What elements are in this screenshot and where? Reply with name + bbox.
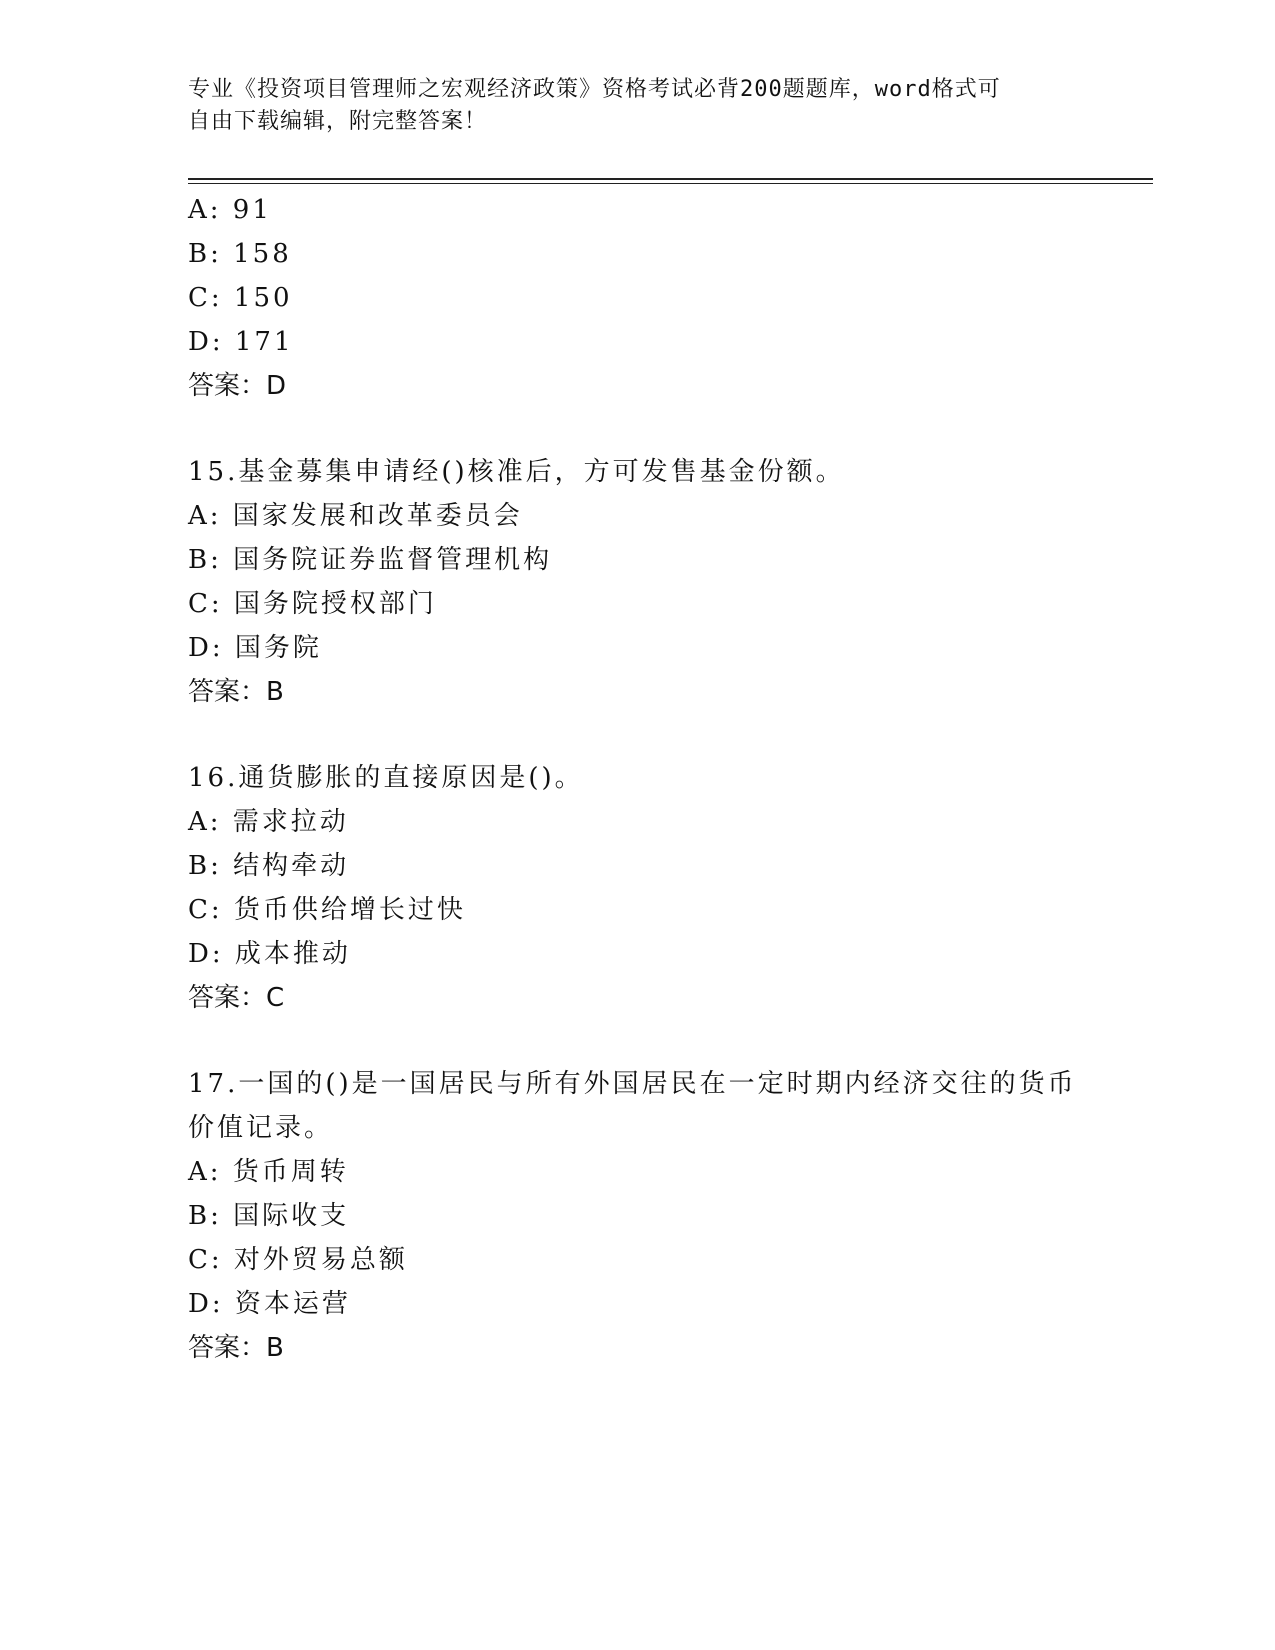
question-stem: 16.通货膨胀的直接原因是()。	[188, 763, 584, 793]
option-c: C: 对外贸易总额	[188, 1245, 408, 1275]
question-stem-line-2: 价值记录。	[188, 1113, 334, 1143]
header-divider-thin	[188, 183, 1153, 184]
option-d: D: 资本运营	[188, 1289, 351, 1319]
option-d: D: 171	[188, 327, 294, 357]
option-b: B: 结构牵动	[188, 851, 350, 881]
header-line-2: 自由下载编辑，附完整答案！	[188, 109, 488, 134]
question-stem: 15.基金募集申请经()核准后，方可发售基金份额。	[188, 457, 845, 487]
answer: 答案：B	[188, 1333, 284, 1363]
option-d: D: 成本推动	[188, 939, 351, 969]
option-c: C: 150	[188, 283, 293, 313]
header-line-1: 专业《投资项目管理师之宏观经济政策》资格考试必背200题题库，word格式可	[188, 77, 1001, 102]
option-c: C: 国务院授权部门	[188, 589, 437, 619]
option-b: B: 国务院证券监督管理机构	[188, 545, 553, 575]
option-d: D: 国务院	[188, 633, 322, 663]
option-a: A: 91	[188, 195, 272, 225]
option-a: A: 货币周转	[188, 1157, 349, 1187]
header-divider-thick	[188, 178, 1153, 180]
option-b: B: 国际收支	[188, 1201, 350, 1231]
option-c: C: 货币供给增长过快	[188, 895, 466, 925]
answer: 答案：C	[188, 983, 285, 1013]
option-b: B: 158	[188, 239, 292, 269]
question-stem-line-1: 17.一国的()是一国居民与所有外国居民在一定时期内经济交往的货币	[188, 1069, 1077, 1099]
option-a: A: 需求拉动	[188, 807, 349, 837]
answer: 答案：B	[188, 677, 284, 707]
answer: 答案：D	[188, 371, 287, 401]
document-header	[188, 74, 1068, 138]
option-a: A: 国家发展和改革委员会	[188, 501, 523, 531]
